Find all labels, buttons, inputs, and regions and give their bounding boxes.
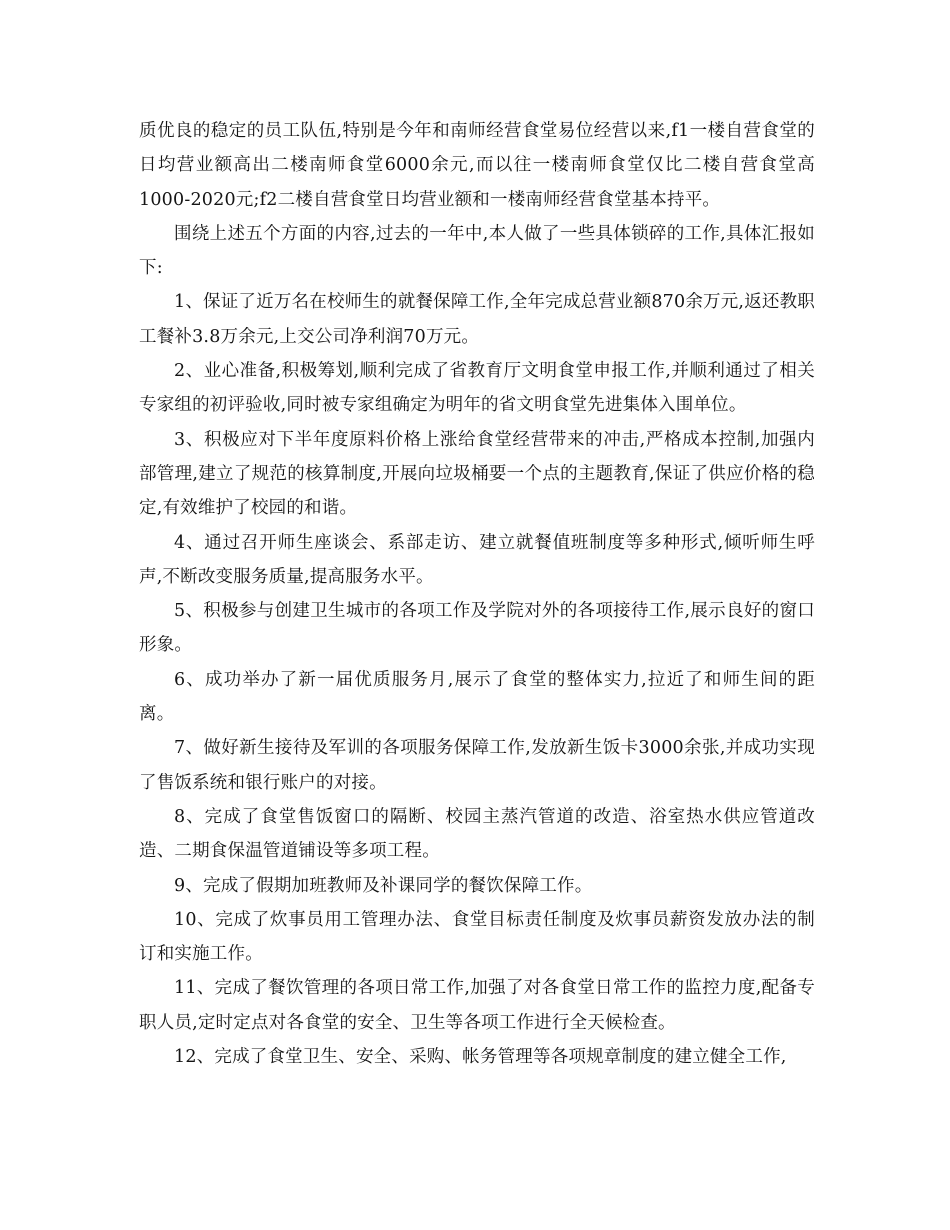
paragraph-item-6: 6、成功举办了新一届优质服务月,展示了食堂的整体实力,拉近了和师生间的距离。 — [139, 669, 815, 725]
paragraph-continuation: 质优良的稳定的员工队伍,特别是今年和南师经营食堂易位经营以来,f1一楼自营食堂的日均营业额高出二楼南师食堂6000余元,而以往一楼南师食堂仅比二楼自营食堂高1000-2020元;f2二楼自营食堂日均营业额和一楼南师经营食堂基本持平。 — [139, 121, 815, 210]
paragraph-intro: 围绕上述五个方面的内容,过去的一年中,本人做了一些具体锁碎的工作,具体汇报如下: — [139, 223, 815, 279]
paragraph-item-4: 4、通过召开师生座谈会、系部走访、建立就餐值班制度等多种形式,倾听师生呼声,不断改变服务质量,提高服务水平。 — [139, 532, 815, 587]
document-body — [139, 114, 815, 1074]
paragraph-item-9: 9、完成了假期加班教师及补课同学的餐饮保障工作。 — [174, 875, 593, 896]
paragraph-item-11: 11、完成了餐饮管理的各项日常工作,加强了对各食堂日常工作的监控力度,配备专职人员,定时定点对各食堂的安全、卫生等各项工作进行全天候检查。 — [139, 978, 815, 1033]
paragraph-item-8: 8、完成了食堂售饭窗口的隔断、校园主蒸汽管道的改造、浴室热水供应管道改造、二期食保温管道铺设等多项工程。 — [139, 806, 815, 862]
paragraph-item-10: 10、完成了炊事员用工管理办法、食堂目标责任制度及炊事员薪资发放办法的制订和实施工作。 — [139, 909, 815, 965]
paragraph-item-7: 7、做好新生接待及军训的各项服务保障工作,发放新生饭卡3000余张,并成功实现了售饭系统和银行账户的对接。 — [139, 738, 815, 793]
paragraph-item-3: 3、积极应对下半年度原料价格上涨给食堂经营带来的冲击,严格成本控制,加强内部管理,建立了规范的核算制度,开展向垃圾桶要一个点的主题教育,保证了供应价格的稳定,有效维护了校园的和谐。 — [139, 429, 815, 519]
paragraph-item-5: 5、积极参与创建卫生城市的各项工作及学院对外的各项接待工作,展示良好的窗口形象。 — [139, 601, 815, 656]
paragraph-item-12: 12、完成了食堂卫生、安全、采购、帐务管理等各项规章制度的建立健全工作, — [174, 1047, 787, 1068]
paragraph-item-1: 1、保证了近万名在校师生的就餐保障工作,全年完成总营业额870余万元,返还教职工餐补3.8万余元,上交公司净利润70万元。 — [139, 292, 815, 347]
paragraph-item-2: 2、业心准备,积极筹划,顺利完成了省教育厅文明食堂申报工作,并顺利通过了相关专家组的初评验收,同时被专家组确定为明年的省文明食堂先进集体入围单位。 — [139, 361, 815, 416]
